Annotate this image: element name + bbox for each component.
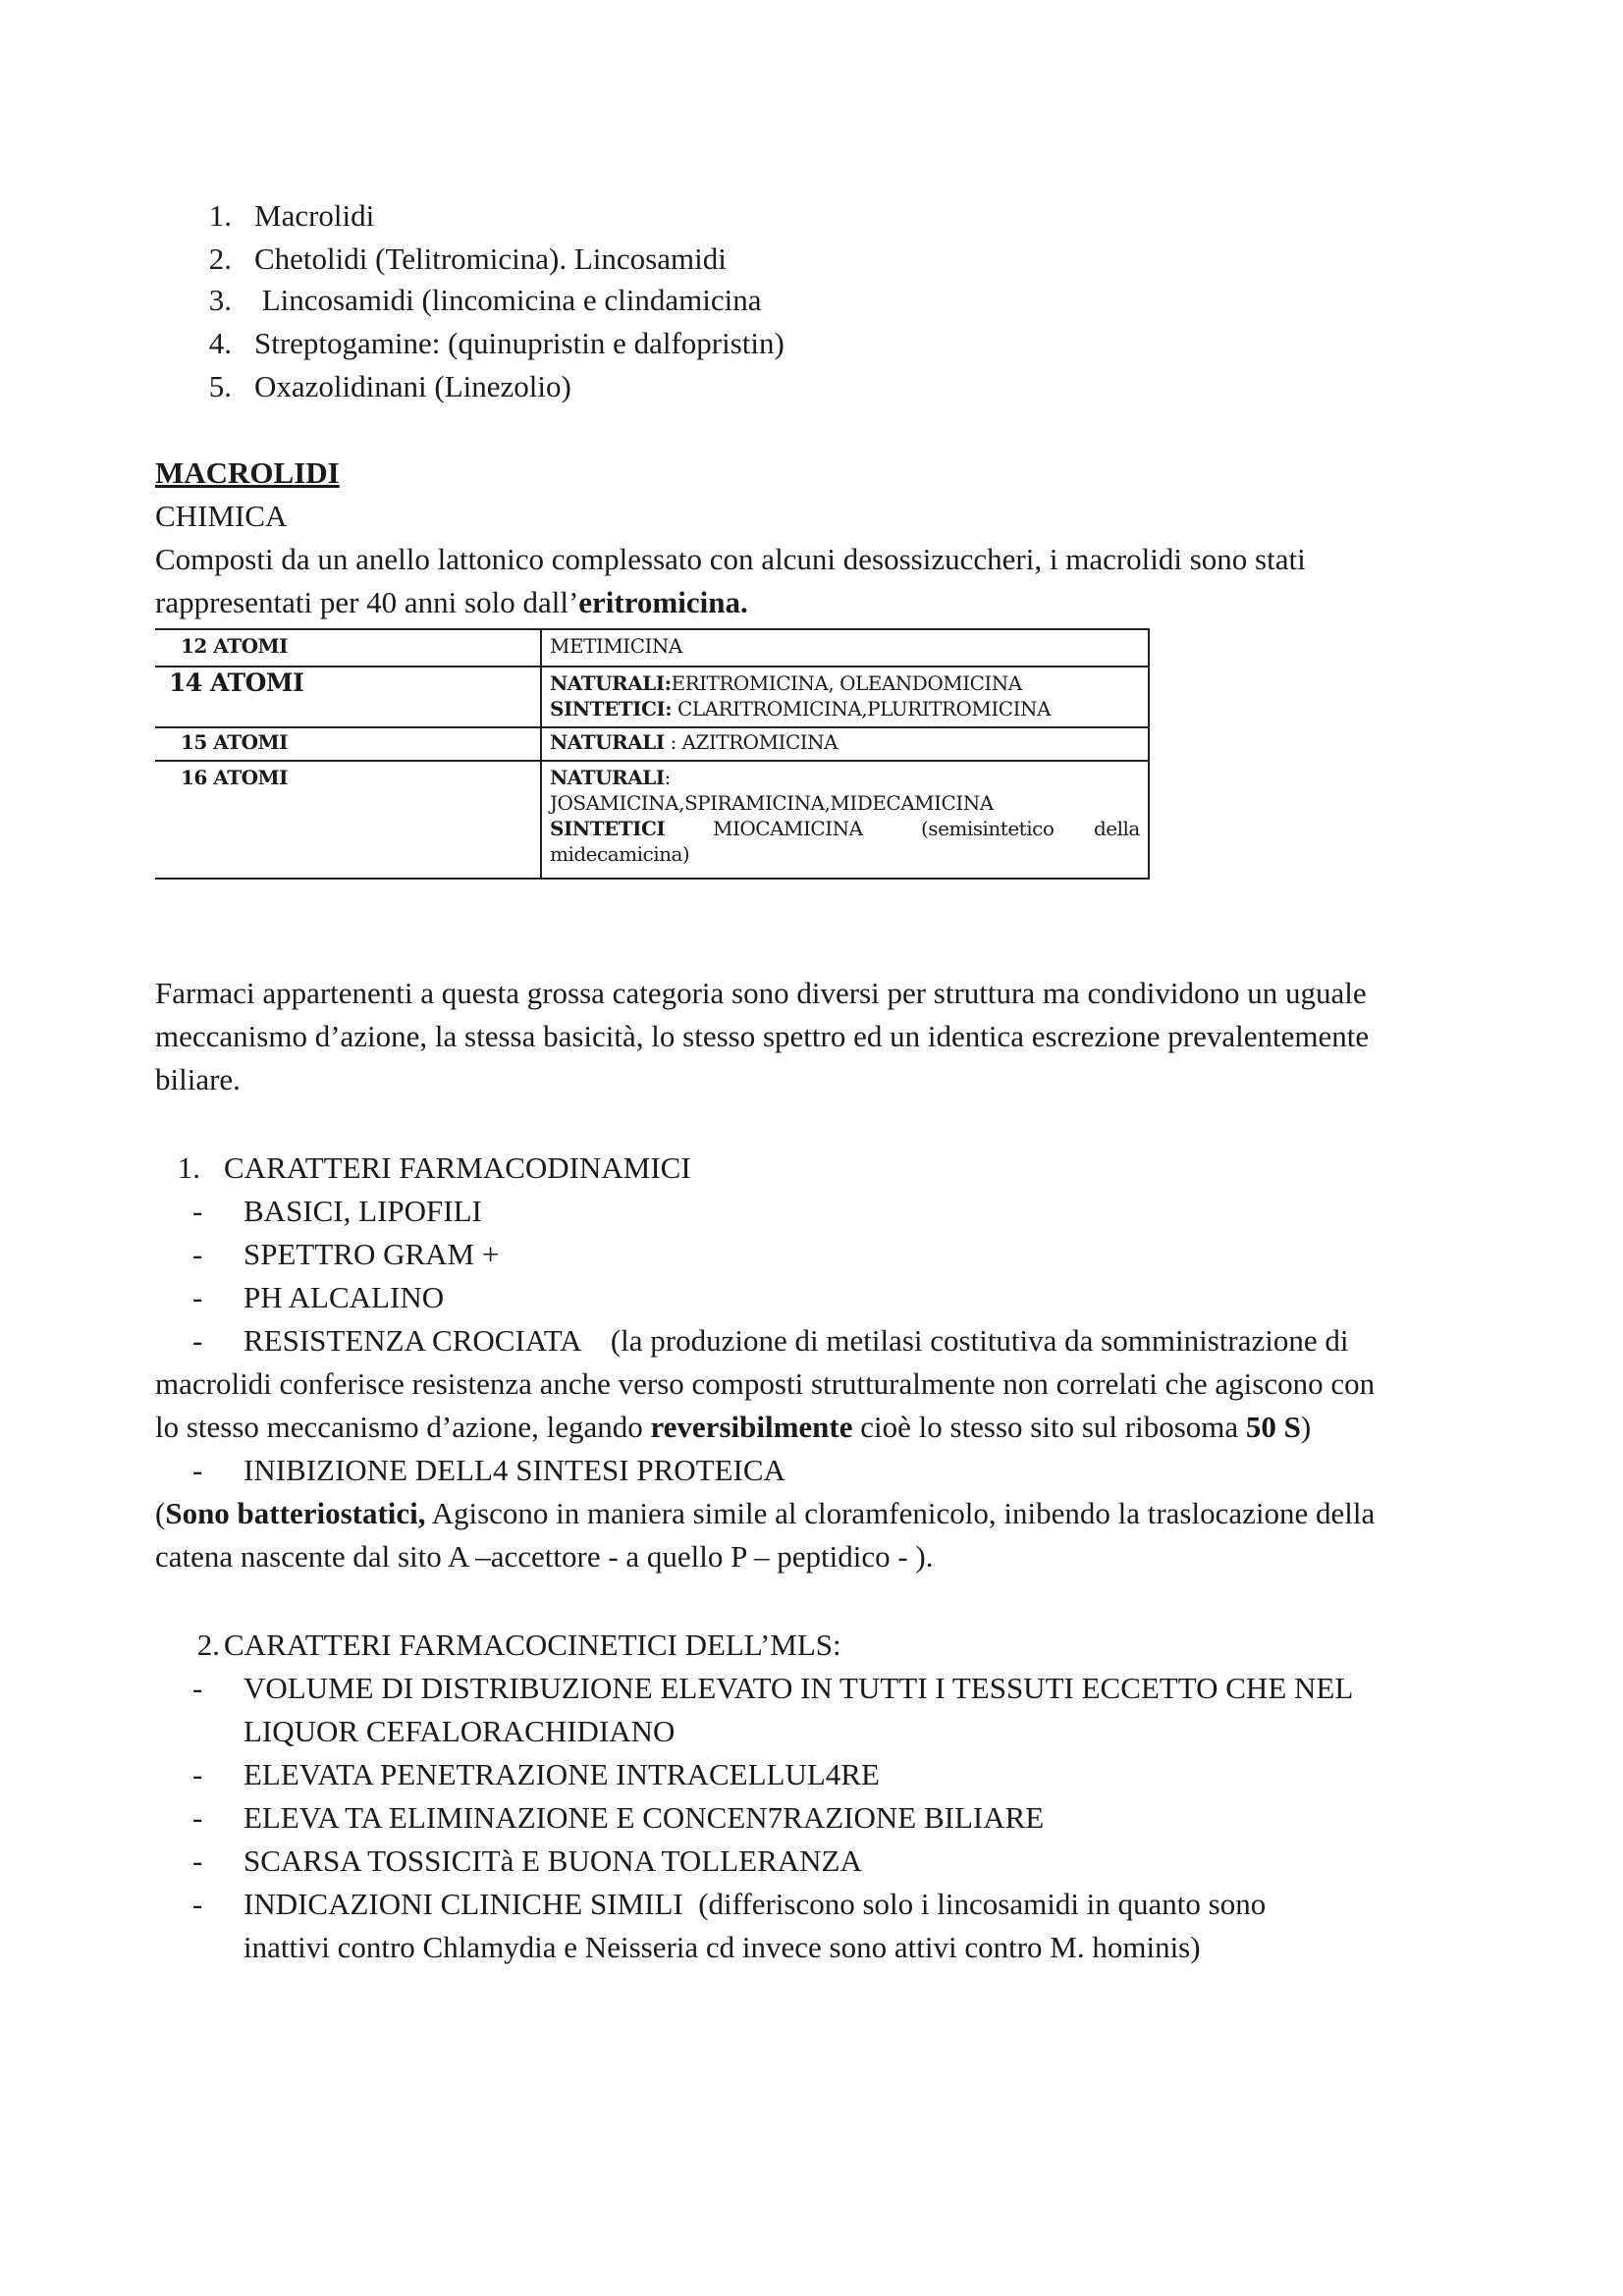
list-item: SPETTRO GRAM + (243, 1237, 500, 1271)
drug-cell: NATURALI:ERITROMICINA, OLEANDOMICINA (550, 671, 1022, 695)
drug-cell: della (1094, 817, 1140, 840)
drug-cell: MIOCAMICINA (713, 817, 863, 840)
list-number: 1. (208, 198, 232, 233)
list-number: 5. (208, 369, 232, 403)
bullet-dash: - (192, 1237, 203, 1271)
highlight-drug: eritromicina. (578, 585, 748, 619)
macrolide-atoms-table (155, 628, 1150, 880)
list-item: ELEVA TA ELIMINAZIONE E CONCEN7RAZIONE BILIARE (243, 1800, 1045, 1835)
list-item: INIBIZIONE DELL4 SINTESI PROTEICA (243, 1453, 785, 1487)
list-item: inattivi contro Chlamydia e Neisseria cd invece sono attivi contro M. hominis) (243, 1930, 1201, 1964)
list-number: 4. (208, 326, 232, 360)
list-item: INDICAZIONI CLINICHE SIMILI (differiscono solo i lincosamidi in quanto sono (243, 1887, 1267, 1921)
bullet-dash: - (192, 1671, 203, 1705)
drug-cell: NATURALI: (550, 766, 671, 789)
list-item: Lincosamidi (lincomicina e clindamicina (254, 283, 762, 317)
paragraph-line: lo stesso meccanismo d’azione, legando reversibilmente cioè lo stesso sito sul ribosoma 50 S) (155, 1410, 1312, 1444)
drug-cell: NATURALI : AZITROMICINA (550, 730, 839, 754)
atoms-cell: 12 ATOMI (181, 634, 289, 658)
subsection-title: CHIMICA (155, 499, 288, 533)
paragraph-line: macrolidi conferisce resistenza anche verso composti strutturalmente non correlati che agiscono con (155, 1366, 1376, 1401)
list-item: Oxazolidinani (Linezolio) (254, 369, 571, 403)
list-item: ELEVATA PENETRAZIONE INTRACELLUL4RE (243, 1757, 880, 1791)
list-item: Macrolidi (254, 198, 375, 233)
bullet-dash: - (192, 1280, 203, 1314)
drug-cell: SINTETICI: CLARITROMICINA,PLURITROMICINA (550, 697, 1051, 721)
paragraph-line: catena nascente dal sito A –accettore - a quello P – peptidico - ). (155, 1539, 934, 1574)
bullet-dash: - (192, 1843, 203, 1878)
drug-cell: METIMICINA (550, 634, 682, 658)
drug-cell: midecamicina) (550, 842, 690, 866)
atoms-cell: 16 ATOMI (181, 766, 289, 789)
section-number: 1. (177, 1150, 200, 1185)
drug-cell: (semisintetico (921, 817, 1055, 840)
list-item: LIQUOR CEFALORACHIDIANO (243, 1714, 676, 1748)
list-number: 2. (208, 241, 232, 276)
bullet-dash: - (192, 1757, 203, 1791)
drug-cell: SINTETICI (550, 817, 666, 840)
section-heading: CARATTERI FARMACODINAMICI (224, 1150, 691, 1185)
list-item: Streptogamine: (quinupristin e dalfopristin) (254, 326, 784, 360)
list-item: PH ALCALINO (243, 1280, 445, 1314)
list-item: RESISTENZA CROCIATA (la produzione di metilasi costitutiva da somministrazione di (243, 1323, 1349, 1358)
paragraph-line: (Sono batteriostatici, Agiscono in maniera simile al cloramfenicolo, inibendo la traslocazione della (155, 1496, 1376, 1530)
list-item: BASICI, LIPOFILI (243, 1194, 482, 1228)
intro-line: Composti da un anello lattonico complessato con alcuni desossizuccheri, i macrolidi sono stati (155, 542, 1306, 576)
atoms-cell: 15 ATOMI (181, 730, 289, 754)
paragraph-line: biliare. (155, 1062, 241, 1096)
drug-cell: JOSAMICINA,SPIRAMICINA,MIDECAMICINA (550, 791, 994, 815)
section-number: 2. (196, 1628, 220, 1662)
bullet-dash: - (192, 1453, 203, 1487)
bullet-dash: - (192, 1800, 203, 1835)
list-item: VOLUME DI DISTRIBUZIONE ELEVATO IN TUTTI I TESSUTI ECCETTO CHE NEL (243, 1671, 1354, 1705)
bullet-dash: - (192, 1194, 203, 1228)
intro-line: rappresentati per 40 anni solo dall’eritromicina. (155, 585, 748, 619)
list-item: SCARSA TOSSICITà E BUONA TOLLERANZA (243, 1843, 862, 1878)
bullet-dash: - (192, 1887, 203, 1921)
list-item: Chetolidi (Telitromicina). Lincosamidi (254, 241, 727, 276)
paragraph-line: Farmaci appartenenti a questa grossa categoria sono diversi per struttura ma condividono un uguale (155, 976, 1367, 1010)
section-title: MACROLIDI (155, 455, 340, 490)
section-heading: CARATTERI FARMACOCINETICI DELL’MLS: (224, 1628, 841, 1662)
list-number: 3. (208, 283, 232, 317)
paragraph-line: meccanismo d’azione, la stessa basicità, lo stesso spettro ed un identica escrezione prevalentemente (155, 1019, 1370, 1053)
bullet-dash: - (192, 1323, 203, 1358)
atoms-cell: 14 ATOMI (169, 668, 304, 697)
